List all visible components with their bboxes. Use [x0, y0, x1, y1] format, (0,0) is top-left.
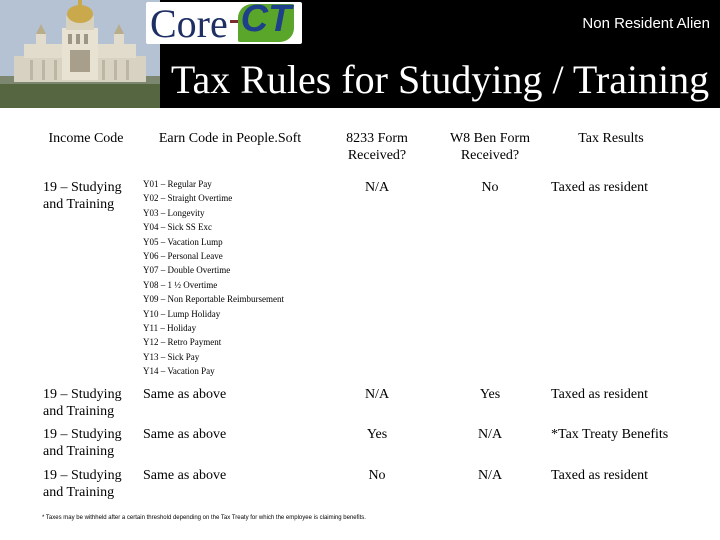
row1-8233-form: N/A	[364, 180, 390, 195]
column-header-8233-form: 8233 Form Received?	[346, 131, 408, 163]
earn-code-item: Y08 – 1 ½ Overtime	[143, 279, 218, 290]
row3-8233-form: Yes	[366, 427, 388, 442]
footnote: * Taxes may be withheld after a certain threshold depending on the Tax Treaty for which the employee is claiming benefits.	[42, 515, 366, 521]
row3-w8-ben: N/A	[477, 427, 503, 442]
earn-code-item: Y13 – Sick Pay	[143, 351, 200, 362]
logo-core-text: Core	[150, 1, 228, 46]
row4-8233-form: No	[368, 468, 386, 483]
row1-w8-ben: No	[481, 180, 499, 195]
earn-code-item: Y14 – Vacation Pay	[143, 366, 215, 377]
earn-code-item: Y10 – Lump Holiday	[143, 308, 221, 319]
earn-code-item: Y11 – Holiday	[143, 323, 197, 334]
row2-8233-form: N/A	[364, 387, 390, 402]
row4-w8-ben: N/A	[477, 468, 503, 483]
row3-earn-code: Same as above	[143, 427, 227, 442]
column-header-w8-ben-form: W8 Ben Form Received?	[449, 131, 531, 163]
row2-earn-code: Same as above	[143, 387, 227, 402]
row4-income-code: 19 – Studying and Training	[43, 468, 122, 500]
earn-code-item: Y03 – Longevity	[143, 207, 205, 218]
row4-earn-code: Same as above	[143, 468, 227, 483]
earn-code-item: Y02 – Straight Overtime	[143, 193, 233, 204]
row2-w8-ben: Yes	[479, 387, 501, 402]
row3-tax-result: *Tax Treaty Benefits	[551, 427, 669, 442]
row2-income-code: 19 – Studying and Training	[43, 387, 122, 419]
row2-tax-result: Taxed as resident	[551, 387, 648, 402]
row1-income-code: 19 – Studying and Training	[43, 180, 122, 212]
column-header-income-code: Income Code	[48, 131, 124, 146]
row1-tax-result: Taxed as resident	[551, 180, 648, 195]
row1-earn-code-list	[143, 177, 333, 379]
page-title: Tax Rules for Studying / Training	[170, 57, 710, 102]
earn-code-item: Y12 – Retro Payment	[143, 337, 222, 348]
row4-tax-result: Taxed as resident	[551, 468, 648, 483]
earn-code-item: Y06 – Personal Leave	[143, 251, 223, 262]
earn-code-item: Y01 – Regular Pay	[143, 179, 212, 189]
section-label: Non Resident Alien	[582, 15, 710, 32]
logo-ct-text: CT	[240, 0, 292, 40]
column-header-earn-code: Earn Code in People.Soft	[158, 131, 302, 146]
earn-code-item: Y09 – Non Reportable Reimbursement	[143, 294, 284, 305]
earn-code-item: Y07 – Double Overtime	[143, 265, 231, 276]
earn-code-item: Y05 – Vacation Lump	[143, 236, 223, 247]
column-header-tax-results: Tax Results	[578, 131, 644, 146]
row3-income-code: 19 – Studying and Training	[43, 427, 122, 459]
earn-code-item: Y04 – Sick SS Exc	[143, 222, 213, 233]
